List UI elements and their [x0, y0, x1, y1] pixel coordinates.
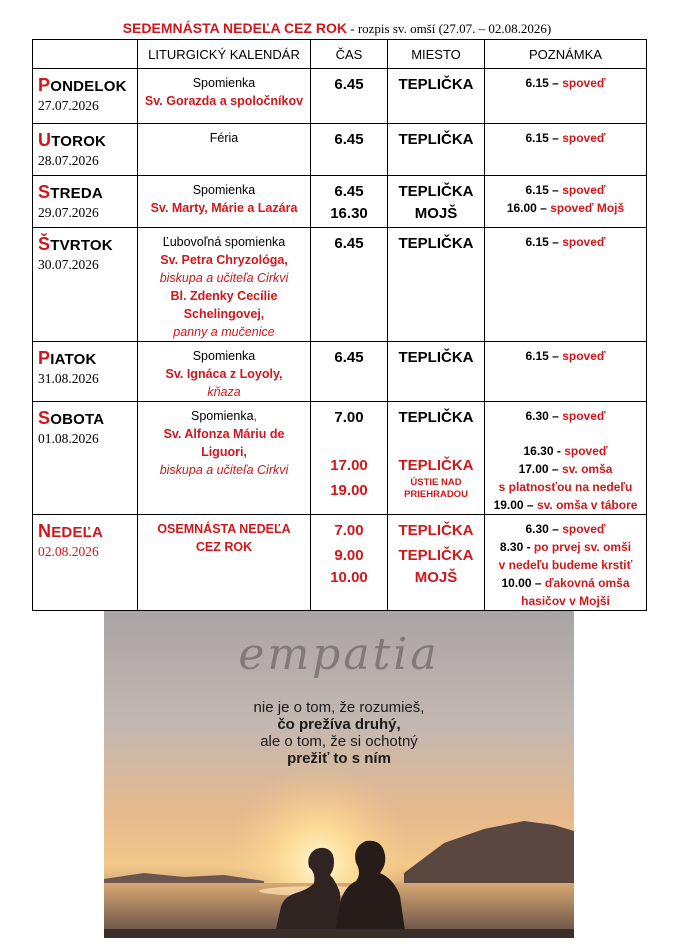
- place-cell: TEPLIČKA TEPLIČKA MOJŠ: [388, 515, 485, 611]
- page-title: [0, 20, 674, 37]
- day-name: SOBOTA: [38, 408, 105, 428]
- liturgy-cell: OSEMNÁSTA NEDEĽA CEZ ROK: [138, 515, 311, 611]
- day-cell: [33, 342, 138, 402]
- liturgy-cell: Ľubovoľná spomienka Sv. Petra Chryzológa, biskupa a učiteľa Cirkvi Bl. Zdenky Cecílie Schelingovej, panny a mučenice: [138, 228, 311, 342]
- day-name: UTOROK: [38, 130, 107, 150]
- empathy-poster: [104, 611, 574, 938]
- place-cell: TEPLIČKA MOJŠ: [388, 176, 485, 228]
- note-cell: 6.15 – spoveď: [485, 342, 647, 402]
- time-cell: 7.00 17.00 19.00: [311, 402, 388, 515]
- table-row: [33, 228, 647, 342]
- time-cell: 6.45: [311, 342, 388, 402]
- liturgy-cell: Spomienka Sv. Gorazda a spoločníkov: [138, 69, 311, 124]
- place-cell: TEPLIČKA TEPLIČKA ÚSTIE NAD PRIEHRADOU: [388, 402, 485, 515]
- poster-word: empatia: [238, 629, 440, 680]
- poster-quote: nie je o tom, že rozumieš, čo prežíva druhý, ale o tom, že si ochotný prežiť to s ním: [253, 699, 425, 767]
- day-name: PIATOK: [38, 348, 97, 368]
- day-name: STREDA: [38, 182, 103, 202]
- day-date: 01.08.2026: [38, 431, 99, 446]
- day-name: PONDELOK: [38, 75, 127, 95]
- time-cell: 6.45: [311, 228, 388, 342]
- schedule-table: [32, 39, 647, 611]
- day-cell: [33, 228, 138, 342]
- header-place: MIESTO: [388, 40, 485, 69]
- title-subtitle: - rozpis sv. omší (27.07. – 02.08.2026): [347, 21, 552, 36]
- day-date: 28.07.2026: [38, 153, 99, 168]
- header-time: ČAS: [311, 40, 388, 69]
- time-cell: 7.00 9.00 10.00: [311, 515, 388, 611]
- day-cell: [33, 124, 138, 176]
- table-row: [33, 515, 647, 611]
- place-cell: TEPLIČKA: [388, 69, 485, 124]
- day-name: ŠTVRTOK: [38, 234, 113, 254]
- day-cell: [33, 176, 138, 228]
- day-date: 27.07.2026: [38, 98, 99, 113]
- place-cell: TEPLIČKA: [388, 342, 485, 402]
- liturgy-cell: Spomienka Sv. Marty, Márie a Lazára: [138, 176, 311, 228]
- day-cell: [33, 402, 138, 515]
- table-row: [33, 176, 647, 228]
- day-name: NEDEĽA: [38, 521, 104, 541]
- note-cell: 6.15 – spoveď: [485, 124, 647, 176]
- header-liturgy: LITURGICKÝ KALENDÁR: [138, 40, 311, 69]
- table-row: [33, 402, 647, 515]
- header-row: [33, 40, 647, 69]
- day-date: 02.08.2026: [38, 544, 99, 559]
- note-cell: 6.15 – spoveď: [485, 228, 647, 342]
- note-cell: 6.30 – spoveď 16.30 - spoveď 17.00 – sv. omša s platnosťou na nedeľu 19.00 – sv. omša v tábore: [485, 402, 647, 515]
- header-day: [33, 40, 138, 69]
- table-row: [33, 342, 647, 402]
- note-cell: 6.15 – spoveď: [485, 69, 647, 124]
- table-row: [33, 124, 647, 176]
- header-note: POZNÁMKA: [485, 40, 647, 69]
- liturgy-cell: Spomienka Sv. Ignáca z Loyoly, kňaza: [138, 342, 311, 402]
- day-cell: [33, 69, 138, 124]
- time-cell: 6.45 16.30: [311, 176, 388, 228]
- place-cell: TEPLIČKA: [388, 228, 485, 342]
- liturgy-cell: Spomienka, Sv. Alfonza Máriu de Liguori, biskupa a učiteľa Cirkvi: [138, 402, 311, 515]
- place-cell: TEPLIČKA: [388, 124, 485, 176]
- title-main: SEDEMNÁSTA NEDEĽA CEZ ROK: [122, 20, 347, 36]
- time-cell: 6.45: [311, 124, 388, 176]
- liturgy-cell: Féria: [138, 124, 311, 176]
- time-cell: 6.45: [311, 69, 388, 124]
- day-date: 31.08.2026: [38, 371, 99, 386]
- day-date: 30.07.2026: [38, 257, 99, 272]
- day-cell: [33, 515, 138, 611]
- note-cell: 6.15 – spoveď 16.00 – spoveď Mojš: [485, 176, 647, 228]
- table-row: [33, 69, 647, 124]
- note-cell: 6.30 – spoveď 8.30 - po prvej sv. omši v nedeľu budeme krstiť 10.00 – ďakovná omša hasičov v Mojši: [485, 515, 647, 611]
- day-date: 29.07.2026: [38, 205, 99, 220]
